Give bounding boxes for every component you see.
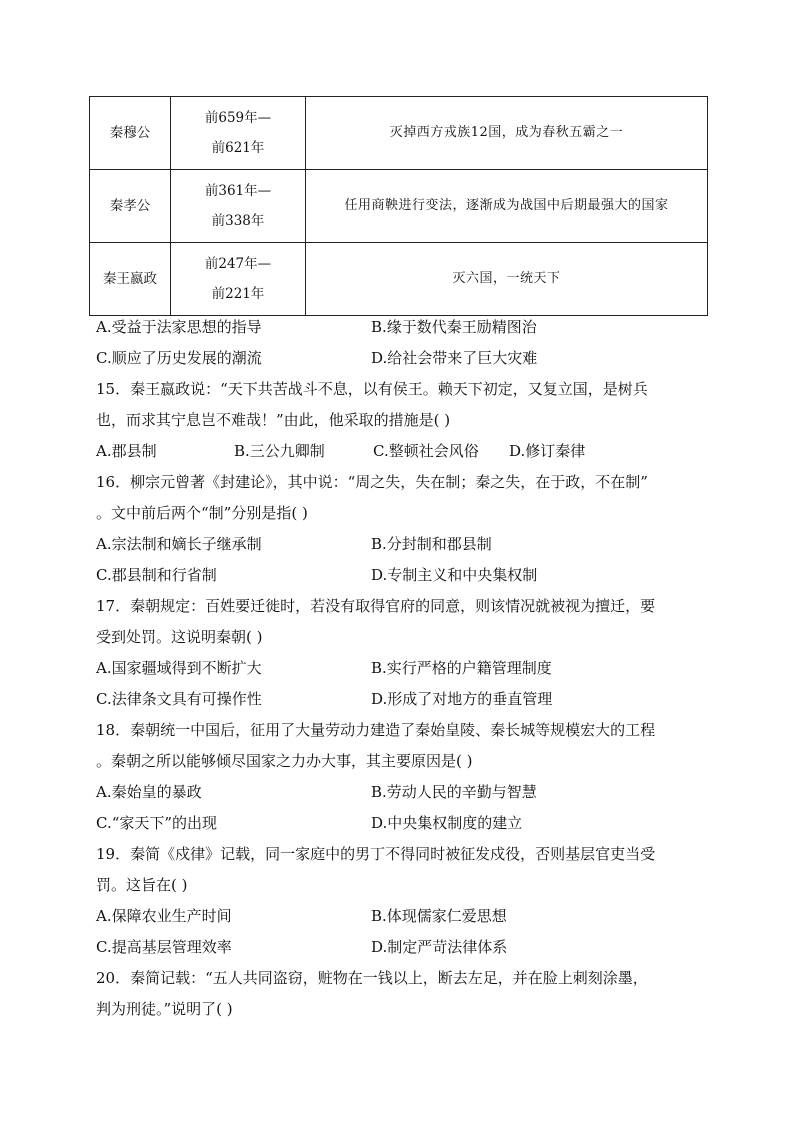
- q19-options-row2: [96, 932, 706, 963]
- q15-options-row: [96, 436, 706, 467]
- q16-option-a[interactable]: A.宗法制和嫡长子继承制: [96, 535, 262, 553]
- q16-option-c[interactable]: C.郡县制和行省制: [96, 566, 217, 584]
- reign-end: 前621年: [211, 140, 265, 156]
- q18-stem-line2: 。秦朝之所以能够倾尽国家之力办大事，其主要原因是( ): [96, 752, 473, 770]
- q17-options-row2: [96, 684, 706, 715]
- q17-option-d[interactable]: D.形成了对地方的垂直管理: [371, 690, 553, 708]
- table-row: [90, 170, 708, 243]
- q14-option-d[interactable]: D.给社会带来了巨大灾难: [371, 349, 538, 367]
- reign-period: [171, 170, 306, 243]
- q14-option-a[interactable]: A.受益于法家思想的指导: [96, 318, 262, 336]
- ruler-achievement: 灭六国，一统天下: [306, 243, 708, 316]
- q18-option-c[interactable]: C.“家天下”的出现: [96, 814, 218, 832]
- q14-options-row1: [96, 312, 706, 343]
- q18-options-row2: [96, 808, 706, 839]
- ruler-table: [89, 96, 708, 316]
- q14-options-row2: [96, 343, 706, 374]
- ruler-name: 秦王嬴政: [90, 243, 171, 316]
- q18-option-b[interactable]: B.劳动人民的辛勤与智慧: [371, 783, 537, 801]
- q15-stem-line2: 也，而求其宁息岂不难哉！”由此，他采取的措施是( ): [96, 411, 451, 429]
- q15-option-b[interactable]: B.三公九卿制: [234, 442, 325, 460]
- q17-options-row1: [96, 653, 706, 684]
- reign-start: 前247年—: [204, 256, 272, 272]
- q19-option-c[interactable]: C.提高基层管理效率: [96, 938, 232, 956]
- q16-option-d[interactable]: D.专制主义和中央集权制: [371, 566, 538, 584]
- q18-options-row1: [96, 777, 706, 808]
- reign-end: 前221年: [211, 286, 265, 302]
- ruler-achievement: 任用商鞅进行变法，逐渐成为战国中后期最强大的国家: [306, 170, 708, 243]
- question-list: [96, 312, 706, 1025]
- reign-period: [171, 243, 306, 316]
- q19-option-a[interactable]: A.保障农业生产时间: [96, 907, 232, 925]
- table-row: [90, 97, 708, 170]
- q16-options-row2: [96, 560, 706, 591]
- q19-options-row1: [96, 901, 706, 932]
- q18-option-d[interactable]: D.中央集权制度的建立: [371, 814, 523, 832]
- q17-stem-line1: 17．秦朝规定：百姓要迁徙时，若没有取得官府的同意，则该情况就被视为擅迁，要: [96, 597, 656, 615]
- q16-options-row1: [96, 529, 706, 560]
- reign-start: 前361年—: [204, 183, 272, 199]
- q17-option-b[interactable]: B.实行严格的户籍管理制度: [371, 659, 552, 677]
- q17-option-c[interactable]: C.法律条文具有可操作性: [96, 690, 262, 708]
- q16-option-b[interactable]: B.分封制和郡县制: [371, 535, 492, 553]
- q16-stem-line1: 16．柳宗元曾著《封建论》，其中说：“周之失，失在制；秦之失，在于政，不在制”: [96, 473, 648, 491]
- q20-stem-line1: 20．秦简记载：“五人共同盗窃，赃物在一钱以上，断去左足，并在脸上刺刻涂墨，: [96, 969, 648, 987]
- q16-stem-line2: 。文中前后两个“制”分别是指( ): [96, 504, 308, 522]
- q18-option-a[interactable]: A.秦始皇的暴政: [96, 783, 202, 801]
- q15-option-d[interactable]: D.修订秦律: [509, 442, 586, 460]
- q18-stem-line1: 18．秦朝统一中国后，征用了大量劳动力建造了秦始皇陵、秦长城等规模宏大的工程: [96, 721, 656, 739]
- ruler-name: 秦孝公: [90, 170, 171, 243]
- ruler-name: 秦穆公: [90, 97, 171, 170]
- q19-option-d[interactable]: D.制定严苛法律体系: [371, 938, 508, 956]
- reign-end: 前338年: [211, 213, 265, 229]
- q17-stem-line2: 受到处罚。这说明秦朝( ): [96, 628, 263, 646]
- q14-option-c[interactable]: C.顺应了历史发展的潮流: [96, 349, 262, 367]
- q19-stem-line1: 19．秦简《戍律》记载，同一家庭中的男丁不得同时被征发戍役，否则基层官吏当受: [96, 845, 656, 863]
- q20-stem-line2: 判为刑徒。”说明了( ): [96, 1000, 233, 1018]
- reign-start: 前659年—: [204, 110, 272, 126]
- q19-option-b[interactable]: B.体现儒家仁爱思想: [371, 907, 507, 925]
- ruler-achievement: 灭掉西方戎族12国，成为春秋五霸之一: [306, 97, 708, 170]
- q15-option-a[interactable]: A.郡县制: [96, 442, 157, 460]
- q15-option-c[interactable]: C.整顿社会风俗: [373, 442, 479, 460]
- q19-stem-line2: 罚。这旨在( ): [96, 876, 188, 894]
- q15-stem-line1: 15．秦王嬴政说：“天下共苦战斗不息，以有侯王。赖天下初定，又复立国，是树兵: [96, 380, 648, 398]
- table-row: [90, 243, 708, 316]
- q14-option-b[interactable]: B.缘于数代秦王励精图治: [371, 318, 537, 336]
- q17-option-a[interactable]: A.国家疆域得到不断扩大: [96, 659, 262, 677]
- reign-period: [171, 97, 306, 170]
